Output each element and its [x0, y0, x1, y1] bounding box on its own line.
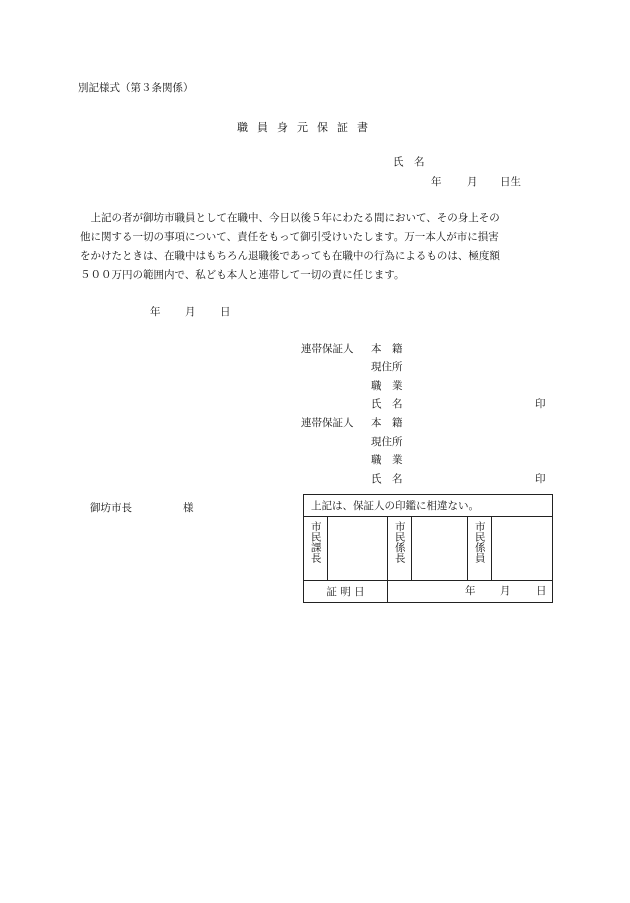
dob-month-label: 月 — [467, 176, 478, 188]
guarantor-domicile-label: 本 籍 — [371, 343, 403, 355]
body-line: 他に関する一切の事項について、責任をもって御引受けいたします。万一本人が市に損害 — [80, 231, 499, 243]
form-reference: 別記様式（第３条関係） — [78, 82, 194, 94]
stamp-label: 市民係員 — [473, 521, 486, 564]
guarantor-occupation-label: 職 業 — [371, 454, 403, 466]
employee-name-label: 氏 名 — [393, 156, 425, 168]
addressee-honorific: 様 — [183, 502, 194, 514]
body-line: 上記の者が御坊市職員として在職中、今日以後５年にわたる間において、その身上その — [80, 212, 500, 224]
stamp-label-cell — [468, 517, 492, 581]
guarantor-occupation-label: 職 業 — [371, 380, 403, 392]
certification-date-label: 証 明 日 — [304, 580, 388, 602]
addressee-name: 御坊市長 — [90, 502, 132, 514]
certification-statement: 上記は、保証人の印鑑に相違ない。 — [304, 495, 553, 517]
stamp-label: 市民課長 — [309, 521, 322, 564]
document-title: 職員身元保証書 — [237, 121, 377, 134]
certification-date-field — [388, 580, 553, 602]
stamp-area — [492, 517, 553, 581]
stamp-area — [412, 517, 468, 581]
guarantor-name-label: 氏 名 — [371, 473, 403, 485]
stamp-area — [328, 517, 388, 581]
cert-year-label: 年 — [465, 584, 476, 597]
date-day-label: 日 — [220, 306, 231, 318]
stamp-label-cell — [304, 517, 328, 581]
stamp-label: 市民係長 — [393, 521, 406, 564]
guarantor-role: 連帯保証人 — [301, 343, 354, 355]
stamp-label-cell — [388, 517, 412, 581]
certification-table — [303, 494, 553, 603]
seal-mark: 印 — [535, 473, 546, 485]
guarantee-body — [80, 209, 560, 285]
guarantor-domicile-label: 本 籍 — [371, 417, 403, 429]
guarantor-address-label: 現住所 — [371, 361, 403, 373]
dob-year-label: 年 — [431, 176, 442, 188]
guarantor-role: 連帯保証人 — [301, 417, 354, 429]
guarantor-address-label: 現住所 — [371, 436, 403, 448]
date-month-label: 月 — [185, 306, 196, 318]
dob-day-label: 日生 — [500, 176, 521, 188]
body-line: ５００万円の範囲内で、私ども本人と連帯して一切の責に任じます。 — [80, 269, 405, 281]
seal-mark: 印 — [535, 398, 546, 410]
cert-day-label: 日 — [536, 584, 547, 597]
body-line: をかけたときは、在職中はもちろん退職後であっても在職中の行為によるものは、極度額 — [80, 250, 500, 262]
cert-month-label: 月 — [500, 584, 511, 597]
guarantor-name-label: 氏 名 — [371, 398, 403, 410]
date-year-label: 年 — [150, 306, 161, 318]
